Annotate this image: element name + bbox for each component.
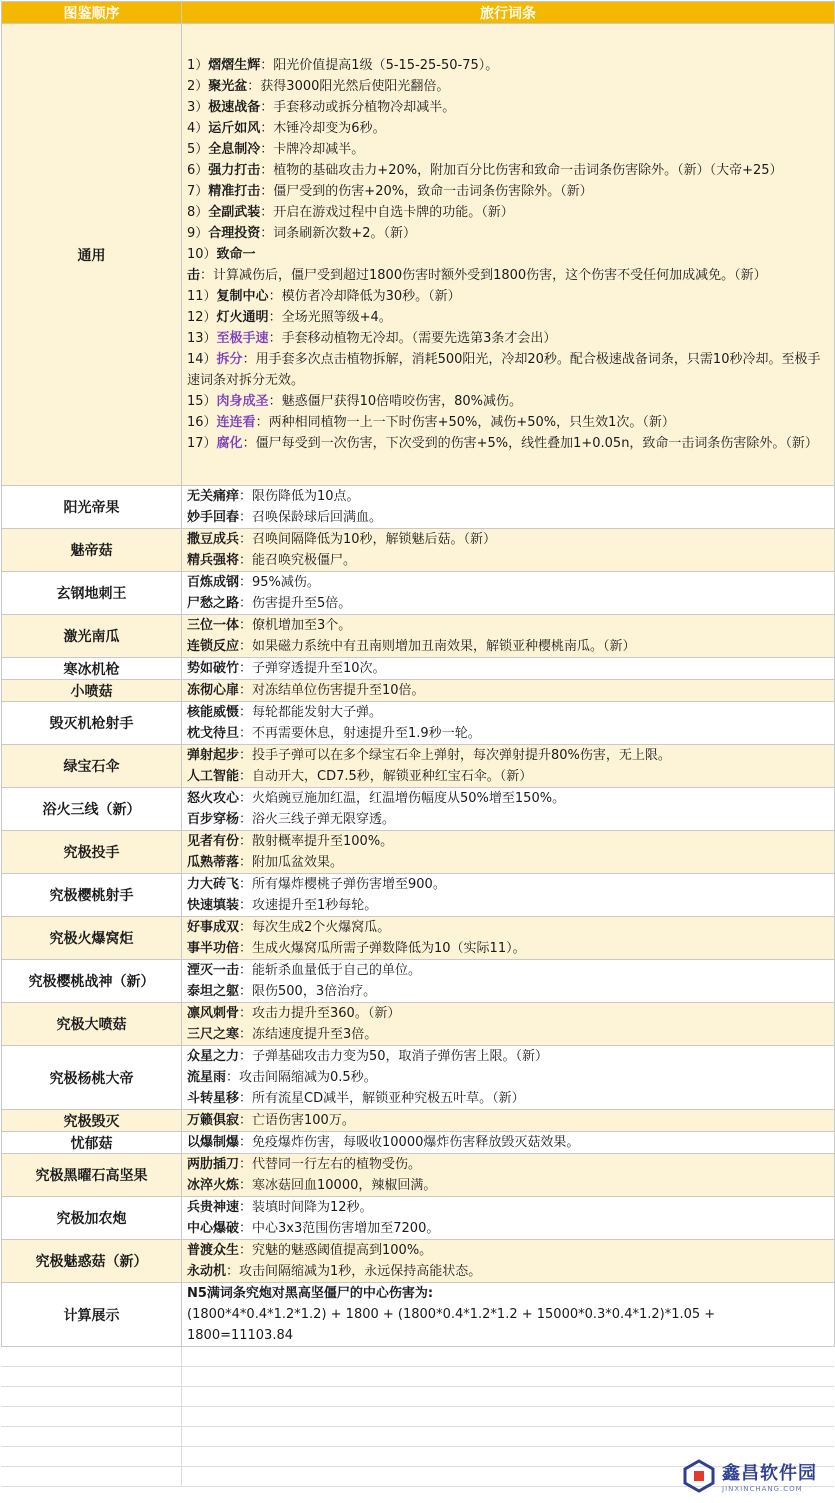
entry-keyword: 斗转星移 xyxy=(187,1091,240,1106)
table-row xyxy=(2,960,835,1003)
entry-keyword: 怒火攻心 xyxy=(187,791,240,806)
entry-line xyxy=(187,160,829,181)
entry-line xyxy=(187,507,829,528)
entry-keyword: 熠熠生辉 xyxy=(208,58,261,73)
table-row xyxy=(2,1197,835,1240)
entry-keyword: 精准打击 xyxy=(208,184,261,199)
entry-line xyxy=(187,874,829,895)
entry-keyword: 百步穿杨 xyxy=(187,812,240,827)
table-row xyxy=(2,658,835,680)
entry-line xyxy=(187,1175,829,1196)
entry-keyword: 冰淬火炼 xyxy=(187,1178,240,1193)
entry-description: ：木锤冷却变为6秒。 xyxy=(260,121,386,136)
entry-line xyxy=(187,1218,829,1239)
entry-description: ：手套移动或拆分植物冷却减半。 xyxy=(260,100,456,115)
row-name-cell[interactable]: 究极投手 xyxy=(2,831,182,874)
empty-row[interactable] xyxy=(1,1427,834,1447)
entry-description: ：浴火三线子弹无限穿透。 xyxy=(239,812,396,827)
entry-line xyxy=(187,349,829,391)
row-name-cell[interactable]: 究极樱桃战神（新） xyxy=(2,960,182,1003)
entry-description: ：95%减伤。 xyxy=(239,575,320,590)
calc-row xyxy=(2,1283,835,1347)
entry-keyword: 全息制冷 xyxy=(208,142,261,157)
row-entries-cell[interactable] xyxy=(182,1046,835,1110)
row-name-cell[interactable]: 究极魅惑菇（新） xyxy=(2,1240,182,1283)
row-name-cell[interactable]: 魅帝菇 xyxy=(2,529,182,572)
entry-description: ：获得3000阳光然后使阳光翻倍。 xyxy=(247,79,450,94)
row-name-cell[interactable]: 究极加农炮 xyxy=(2,1197,182,1240)
entry-description: ：装填时间降为12秒。 xyxy=(239,1200,373,1215)
entry-line xyxy=(187,76,829,97)
row-name-cell[interactable]: 究极樱桃射手 xyxy=(2,874,182,917)
entry-line xyxy=(187,529,829,550)
entry-description: ：植物的基础攻击力+20%，附加百分比伤害和致命一击词条伤害除外。（新）（大帝+25） xyxy=(260,163,783,178)
row-entries-cell[interactable] xyxy=(182,702,835,745)
entry-description: ：模仿者冷却降低为30秒。（新） xyxy=(268,289,461,304)
calc-line1: (1800*4*0.4*1.2*1.2) + 1800 + (1800*0.4*1.2*1.2 + 15000*0.3*0.4*1.2)*1.05 + xyxy=(187,1307,716,1322)
entry-line xyxy=(187,917,829,938)
entry-description: ：能召唤究极僵尸。 xyxy=(239,553,357,568)
entry-description: ：究魅的魅惑阈值提高到100%。 xyxy=(239,1243,433,1258)
row-name-cell[interactable]: 究极大喷菇 xyxy=(2,1003,182,1046)
entry-number: 16） xyxy=(187,415,217,430)
entry-line xyxy=(187,615,829,636)
entry-description: ：每次生成2个火爆窝瓜。 xyxy=(239,920,391,935)
entry-description: ：攻击力提升至360。（新） xyxy=(239,1006,401,1021)
row-entries-cell[interactable] xyxy=(182,1003,835,1046)
entry-description: ：卡牌冷却减半。 xyxy=(260,142,365,157)
entry-keyword: 全副武装 xyxy=(208,205,261,220)
entry-line xyxy=(187,938,829,959)
entry-keyword: 尸愁之路 xyxy=(187,596,240,611)
table-row xyxy=(2,1132,835,1154)
row-entries-cell[interactable] xyxy=(182,486,835,529)
entry-description: ：开启在游戏过程中自选卡牌的功能。（新） xyxy=(260,205,514,220)
entry-keyword: 人工智能 xyxy=(187,769,240,784)
entry-line xyxy=(187,1003,829,1024)
row-entries-cell[interactable] xyxy=(182,788,835,831)
watermark-sub: JINXINCHANG.COM xyxy=(722,1485,803,1493)
table-row xyxy=(2,24,835,486)
entry-line xyxy=(187,223,829,244)
entry-keyword: 事半功倍 xyxy=(187,941,240,956)
entry-description: ：能斩杀血量低于自己的单位。 xyxy=(239,963,422,978)
entry-line xyxy=(187,139,829,160)
row-entries-cell[interactable] xyxy=(182,1154,835,1197)
row-entries-cell[interactable] xyxy=(182,615,835,658)
entry-line xyxy=(187,960,829,981)
entry-line xyxy=(187,1154,829,1175)
entry-description: ：附加瓜盆效果。 xyxy=(239,855,344,870)
entry-keyword: 连连看 xyxy=(216,415,256,430)
entry-number: 14） xyxy=(187,352,217,367)
table-row xyxy=(2,917,835,960)
entry-keyword: 至极手速 xyxy=(216,331,269,346)
entry-line xyxy=(187,486,829,507)
entry-description: ：冻结速度提升至3倍。 xyxy=(239,1027,378,1042)
entry-keyword: 见者有份 xyxy=(187,834,240,849)
row-name-cell[interactable]: 忧郁菇 xyxy=(2,1132,182,1154)
row-name-cell[interactable]: 激光南瓜 xyxy=(2,615,182,658)
table-row xyxy=(2,1003,835,1046)
entry-keyword: 百炼成钢 xyxy=(187,575,240,590)
row-name-cell[interactable]: 玄钢地刺王 xyxy=(2,572,182,615)
row-entries-cell[interactable] xyxy=(182,960,835,1003)
table-row xyxy=(2,874,835,917)
entry-description: ：攻击间隔缩减为0.5秒。 xyxy=(226,1070,377,1085)
empty-row[interactable] xyxy=(1,1407,834,1427)
table-row xyxy=(2,1240,835,1283)
entry-keyword: 普渡众生 xyxy=(187,1243,240,1258)
entry-line xyxy=(187,1024,829,1045)
row-entries-cell[interactable] xyxy=(182,1197,835,1240)
entry-line xyxy=(187,97,829,118)
entry-number: 12） xyxy=(187,310,217,325)
entry-line xyxy=(187,1110,829,1131)
watermark xyxy=(682,1459,817,1493)
entry-description: ：亡语伤害100万。 xyxy=(239,1113,355,1128)
entry-description: ：魅惑僵尸获得10倍啃咬伤害，80%减伤。 xyxy=(268,394,522,409)
entry-description: ：自动开大，CD7.5秒，解锁亚种红宝石伞。（新） xyxy=(239,769,533,784)
entry-number: 1） xyxy=(187,58,209,73)
entry-keyword: 两肋插刀 xyxy=(187,1157,240,1172)
row-entries-cell[interactable] xyxy=(182,680,835,702)
entry-line xyxy=(187,286,829,307)
row-entries-cell[interactable] xyxy=(182,831,835,874)
entry-line xyxy=(187,593,829,614)
entry-number: 3） xyxy=(187,100,209,115)
entry-description: ：所有流星CD减半，解锁亚种究极五叶草。（新） xyxy=(239,1091,525,1106)
entry-description: ：计算减伤后，僵尸受到超过1800伤害时额外受到1800伤害，这个伤害不受任何加成减免。（新） xyxy=(200,268,767,283)
entry-description: ：用手套多次点击植物拆解，消耗500阳光，冷却20秒。配合极速战备词条，只需10秒冷却。至极手速词条对拆分无效。 xyxy=(187,352,821,388)
row-name-cell[interactable]: 寒冰机枪 xyxy=(2,658,182,680)
row-name-cell[interactable]: 究极毁灭 xyxy=(2,1110,182,1132)
entry-keyword: 强力打击 xyxy=(208,163,261,178)
entry-number: 4） xyxy=(187,121,209,136)
entry-description: ：所有爆炸樱桃子弹伤害增至900。 xyxy=(239,877,446,892)
entry-line xyxy=(187,852,829,873)
entry-line xyxy=(187,680,829,701)
entry-description: ：召唤保龄球后回满血。 xyxy=(239,510,383,525)
entry-keyword: 运斤如风 xyxy=(208,121,261,136)
row-entries-cell[interactable] xyxy=(182,529,835,572)
entry-keyword: 妙手回春 xyxy=(187,510,240,525)
entry-keyword: 永动机 xyxy=(187,1264,227,1279)
entry-line xyxy=(187,766,829,787)
entry-keyword: 弹射起步 xyxy=(187,748,240,763)
entry-description: ：攻击间隔缩减为1秒，永远保持高能状态。 xyxy=(226,1264,482,1279)
table-row xyxy=(2,1046,835,1110)
watermark-logo-icon xyxy=(682,1459,716,1493)
calc-line2: 1800=11103.84 xyxy=(187,1328,294,1343)
entry-number: 17） xyxy=(187,436,217,451)
entry-keyword: 万籁俱寂 xyxy=(187,1113,240,1128)
entry-line xyxy=(187,1261,829,1282)
table-body xyxy=(2,24,835,1347)
row-name-cell[interactable]: 究极火爆窝炬 xyxy=(2,917,182,960)
entry-line xyxy=(187,723,829,744)
entry-keyword: 湮灭一击 xyxy=(187,963,240,978)
entry-line xyxy=(187,745,829,766)
row-name-cell[interactable]: 毁灭机枪射手 xyxy=(2,702,182,745)
entry-line xyxy=(187,572,829,593)
entry-line xyxy=(187,658,829,679)
row-name-cell[interactable]: 阳光帝果 xyxy=(2,486,182,529)
row-name-cell[interactable]: 究极杨桃大帝 xyxy=(2,1046,182,1110)
entry-line xyxy=(187,1067,829,1088)
entry-keyword: 精兵强将 xyxy=(187,553,240,568)
entry-line xyxy=(187,1197,829,1218)
entry-keyword: 三尺之寒 xyxy=(187,1027,240,1042)
entry-line xyxy=(187,981,829,1002)
table-row xyxy=(2,615,835,658)
entry-keyword: 合理投资 xyxy=(208,226,261,241)
entry-keyword: 复制中心 xyxy=(216,289,269,304)
entry-keyword: 聚光盆 xyxy=(208,79,248,94)
entry-description: ：词条刷新次数+2。（新） xyxy=(260,226,416,241)
entry-number: 9） xyxy=(187,226,209,241)
empty-row[interactable] xyxy=(1,1347,834,1367)
row-entries-cell[interactable] xyxy=(182,1132,835,1154)
entry-line xyxy=(187,181,829,202)
entry-keyword: 致命一击 xyxy=(187,247,256,283)
header-col-order[interactable]: 图鉴顺序 xyxy=(2,2,182,24)
entry-description: ：子弹基础攻击力变为50，取消子弹伤害上限。（新） xyxy=(239,1049,549,1064)
watermark-main: 鑫昌软件园 xyxy=(722,1463,817,1484)
table-row xyxy=(2,1154,835,1197)
entry-line xyxy=(187,55,829,76)
entry-description: ：生成火爆窝瓜所需子弹数降低为10（实际11）。 xyxy=(239,941,526,956)
entry-description: ：如果磁力系统中有丑南则增加丑南效果，解锁亚种樱桃南瓜。（新） xyxy=(239,639,636,654)
entry-keyword: 冻彻心扉 xyxy=(187,683,240,698)
entry-line xyxy=(187,244,829,286)
header-row xyxy=(2,2,835,24)
entry-description: ：限伤500，3倍治疗。 xyxy=(239,984,377,999)
entry-keyword: 灯火通明 xyxy=(216,310,269,325)
entry-line xyxy=(187,1240,829,1261)
entry-line xyxy=(187,328,829,349)
entry-keyword: 撒豆成兵 xyxy=(187,532,240,547)
row-name-cell[interactable]: 小喷菇 xyxy=(2,680,182,702)
entry-line xyxy=(187,433,829,454)
entry-number: 15） xyxy=(187,394,217,409)
entry-description: ：中心3x3范围伤害增加至7200。 xyxy=(239,1221,440,1236)
entry-description: ：手套移动植物无冷却。（需要先选第3条才会出） xyxy=(268,331,557,346)
table-row xyxy=(2,529,835,572)
entry-line xyxy=(187,118,829,139)
row-name-cell[interactable]: 究极黑曜石高坚果 xyxy=(2,1154,182,1197)
entry-line xyxy=(187,895,829,916)
entry-keyword: 连锁反应 xyxy=(187,639,240,654)
entry-line xyxy=(187,831,829,852)
row-entries-cell[interactable] xyxy=(182,745,835,788)
entry-line xyxy=(187,391,829,412)
entry-number: 11） xyxy=(187,289,217,304)
table-row xyxy=(2,831,835,874)
row-entries-cell[interactable] xyxy=(182,874,835,917)
entry-keyword: 好事成双 xyxy=(187,920,240,935)
entry-line xyxy=(187,550,829,571)
row-entries-cell[interactable] xyxy=(182,572,835,615)
entry-keyword: 兵贵神速 xyxy=(187,1200,240,1215)
entry-line xyxy=(187,788,829,809)
entry-description: ：子弹穿透提升至10次。 xyxy=(239,661,386,676)
calc-title: N5满词条究炮对黑高坚僵尸的中心伤害为: xyxy=(187,1286,434,1301)
entry-line xyxy=(187,307,829,328)
entry-keyword: 无关痛痒 xyxy=(187,489,240,504)
entry-line xyxy=(187,809,829,830)
entry-number: 2） xyxy=(187,79,209,94)
table-row xyxy=(2,745,835,788)
entry-keyword: 极速战备 xyxy=(208,100,261,115)
table-row xyxy=(2,680,835,702)
entry-line xyxy=(187,636,829,657)
entry-description: ：伤害提升至5倍。 xyxy=(239,596,352,611)
entry-description: ：投手子弹可以在多个绿宝石伞上弹射，每次弹射提升80%伤害，无上限。 xyxy=(239,748,671,763)
entry-number: 13） xyxy=(187,331,217,346)
entry-description: ：僵尸每受到一次伤害，下次受到的伤害+5%，线性叠加1+0.05n，致命一击词条伤害除外。（新） xyxy=(242,436,818,451)
entry-description: ：不再需要休息，射速提升至1.9秒一轮。 xyxy=(239,726,481,741)
table-row xyxy=(2,486,835,529)
entry-number: 10） xyxy=(187,247,217,262)
entry-number: 7） xyxy=(187,184,209,199)
calc-name-cell[interactable]: 计算展示 xyxy=(2,1283,182,1347)
entry-description: ：僵尸受到的伤害+20%，致命一击词条伤害除外。（新） xyxy=(260,184,593,199)
entry-description: ：散射概率提升至100%。 xyxy=(239,834,394,849)
entry-keyword: 三位一体 xyxy=(187,618,240,633)
table-row xyxy=(2,572,835,615)
entry-keyword: 瓜熟蒂落 xyxy=(187,855,240,870)
entry-line xyxy=(187,412,829,433)
entry-line xyxy=(187,702,829,723)
entry-keyword: 泰坦之躯 xyxy=(187,984,240,999)
entry-number: 5） xyxy=(187,142,209,157)
entry-description: ：每轮都能发射大子弹。 xyxy=(239,705,383,720)
entry-description: ：僚机增加至3个。 xyxy=(239,618,352,633)
skill-table xyxy=(1,1,835,1347)
entry-description: ：两种相同植物一上一下时伤害+50%，减伤+50%，只生效1次。（新） xyxy=(255,415,675,430)
entry-description: ：全场光照等级+4。 xyxy=(268,310,392,325)
entry-description: ：阳光价值提高1级（5-15-25-50-75）。 xyxy=(260,58,499,73)
entry-description: ：火焰豌豆施加红温，红温增伤幅度从50%增至150%。 xyxy=(239,791,566,806)
entry-keyword: 枕戈待旦 xyxy=(187,726,240,741)
entry-description: ：限伤降低为10点。 xyxy=(239,489,360,504)
row-entries-cell[interactable] xyxy=(182,658,835,680)
entry-keyword: 众星之力 xyxy=(187,1049,240,1064)
entry-description: ：代替同一行左右的植物受伤。 xyxy=(239,1157,422,1172)
entry-number: 6） xyxy=(187,163,209,178)
entry-keyword: 以爆制爆 xyxy=(187,1135,240,1150)
entry-line xyxy=(187,1046,829,1067)
row-name-cell[interactable]: 绿宝石伞 xyxy=(2,745,182,788)
header-col-entries[interactable]: 旅行词条 xyxy=(182,2,835,24)
table-row xyxy=(2,702,835,745)
row-name-cell[interactable]: 浴火三线（新） xyxy=(2,788,182,831)
row-entries-cell[interactable] xyxy=(182,1240,835,1283)
entry-keyword: 力大砖飞 xyxy=(187,877,240,892)
entry-keyword: 腐化 xyxy=(216,436,243,451)
entry-keyword: 中心爆破 xyxy=(187,1221,240,1236)
entry-keyword: 肉身成圣 xyxy=(216,394,269,409)
row-name-cell[interactable]: 通用 xyxy=(2,24,182,486)
calc-content-cell[interactable] xyxy=(182,1283,835,1347)
entry-keyword: 快速填装 xyxy=(187,898,240,913)
entry-description: ：对冻结单位伤害提升至10倍。 xyxy=(239,683,425,698)
entry-line xyxy=(187,1088,829,1109)
entry-description: ：免疫爆炸伤害，每吸收10000爆炸伤害释放毁灭菇效果。 xyxy=(239,1135,580,1150)
entry-keyword: 凛风刺骨 xyxy=(187,1006,240,1021)
entry-description: ：攻速提升至1秒每轮。 xyxy=(239,898,378,913)
table-row xyxy=(2,1110,835,1132)
table-row xyxy=(2,788,835,831)
entry-line xyxy=(187,202,829,223)
row-entries-cell[interactable] xyxy=(182,24,835,486)
entry-line xyxy=(187,1132,829,1153)
entry-description: ：召唤间隔降低为10秒，解锁魅后菇。（新） xyxy=(239,532,497,547)
entry-keyword: 流星雨 xyxy=(187,1070,227,1085)
empty-row[interactable] xyxy=(1,1367,834,1387)
entry-number: 8） xyxy=(187,205,209,220)
entry-keyword: 核能威慑 xyxy=(187,705,240,720)
empty-row[interactable] xyxy=(1,1387,834,1407)
entry-keyword: 拆分 xyxy=(216,352,243,367)
row-entries-cell[interactable] xyxy=(182,917,835,960)
entry-keyword: 势如破竹 xyxy=(187,661,240,676)
entry-description: ：寒冰菇回血10000，辣椒回满。 xyxy=(239,1178,437,1193)
row-entries-cell[interactable] xyxy=(182,1110,835,1132)
